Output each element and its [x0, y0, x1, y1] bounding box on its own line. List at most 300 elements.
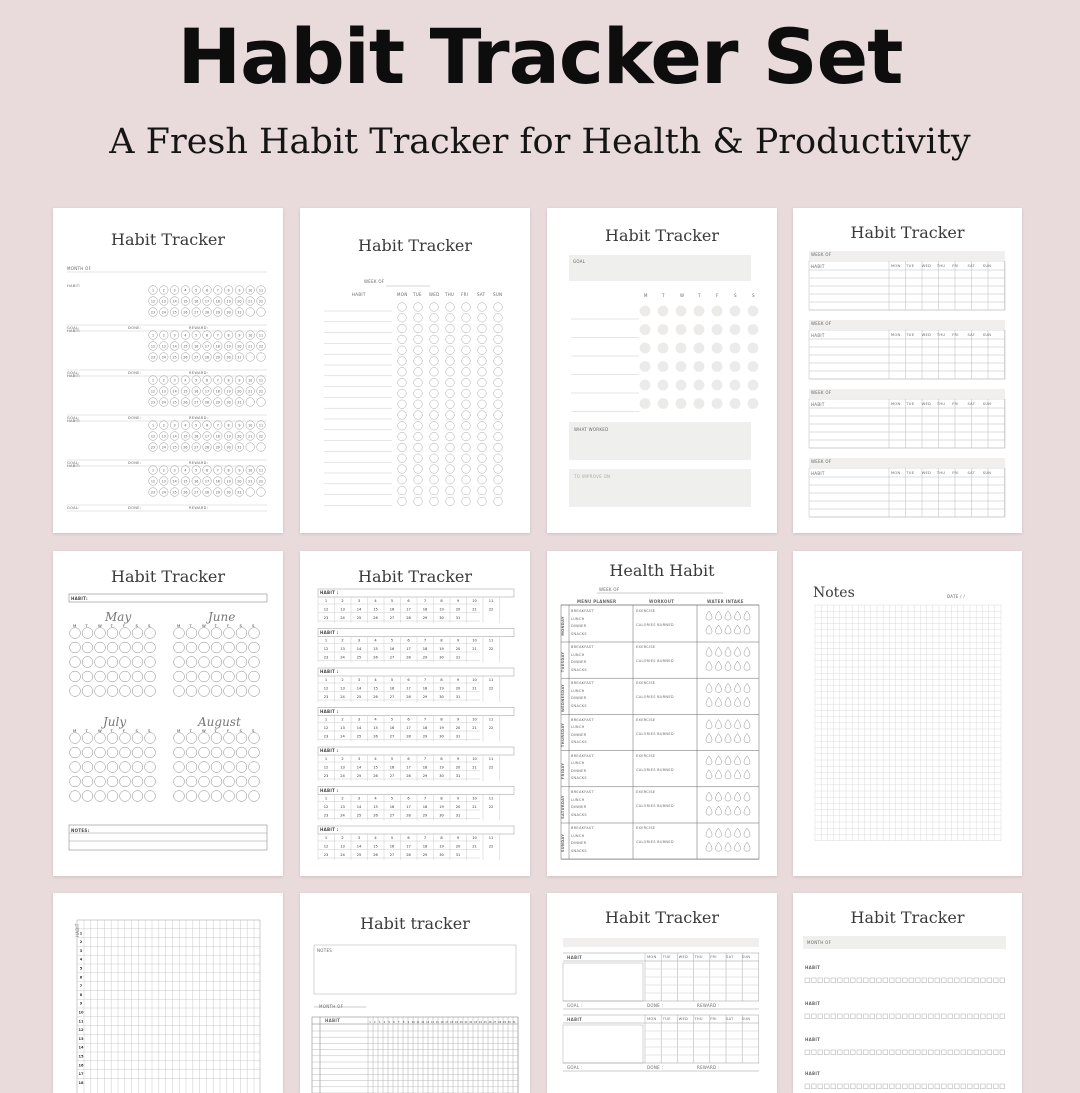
svg-text:12: 12 — [150, 479, 156, 484]
reward-label: REWARD: — [189, 506, 209, 510]
calories-label: CALORIES BURNED — [636, 623, 674, 627]
svg-text:24: 24 — [340, 695, 345, 699]
date-label: DATE / / — [947, 594, 966, 599]
svg-text:25: 25 — [483, 1021, 487, 1024]
reward-label: REWARD: — [189, 371, 209, 375]
svg-text:16: 16 — [389, 607, 395, 612]
svg-text:24: 24 — [161, 490, 166, 495]
day-letter: F — [123, 623, 126, 628]
svg-text:29: 29 — [215, 310, 220, 315]
day-label: MON — [891, 402, 901, 406]
day-letter: S — [135, 728, 139, 733]
svg-text:31: 31 — [237, 310, 242, 315]
svg-text:21: 21 — [464, 1021, 468, 1024]
svg-text:1: 1 — [324, 717, 328, 722]
svg-text:16: 16 — [194, 434, 199, 439]
week-label: WEEK OF — [811, 459, 832, 464]
svg-text:13: 13 — [426, 1021, 430, 1024]
goal-label: GOAL — [573, 259, 586, 264]
svg-text:22: 22 — [488, 607, 494, 612]
svg-text:18: 18 — [422, 726, 428, 730]
svg-text:31: 31 — [237, 445, 242, 450]
svg-text:26: 26 — [183, 310, 188, 315]
svg-text:11: 11 — [488, 678, 494, 682]
svg-text:19: 19 — [226, 344, 231, 349]
svg-text:20: 20 — [455, 765, 461, 770]
calories-label: CALORIES BURNED — [636, 731, 674, 736]
svg-text:2: 2 — [341, 836, 344, 840]
svg-text:22: 22 — [488, 686, 494, 691]
meal-label: BREAKFAST — [571, 826, 594, 831]
day-label: THU — [694, 955, 703, 959]
svg-text:22: 22 — [488, 765, 494, 770]
svg-text:5: 5 — [390, 836, 394, 840]
svg-text:8: 8 — [227, 423, 230, 428]
svg-text:29: 29 — [215, 445, 220, 450]
meal-label: SNACKS — [571, 776, 587, 781]
goal-label: GOAL: — [67, 326, 80, 330]
day-label: THU — [936, 402, 946, 406]
svg-text:28: 28 — [406, 695, 411, 699]
svg-text:9: 9 — [456, 717, 460, 722]
tracker-page-6 — [300, 551, 530, 876]
svg-text:22: 22 — [258, 389, 264, 394]
day-label: MON — [397, 292, 408, 297]
svg-text:14: 14 — [356, 607, 362, 612]
svg-text:6: 6 — [407, 757, 410, 761]
svg-text:7: 7 — [216, 378, 219, 383]
meal-label: LUNCH — [571, 761, 585, 766]
svg-text:19: 19 — [439, 805, 444, 809]
svg-text:11: 11 — [258, 378, 264, 383]
svg-text:18: 18 — [215, 299, 220, 304]
goal-label: GOAL: — [67, 506, 80, 510]
svg-text:8: 8 — [440, 638, 443, 643]
svg-text:4: 4 — [383, 1021, 386, 1024]
page-title: Habit Tracker Set — [177, 12, 903, 101]
svg-text:29: 29 — [422, 734, 428, 739]
svg-text:18: 18 — [422, 765, 428, 770]
svg-text:9: 9 — [456, 638, 460, 643]
svg-text:7: 7 — [216, 423, 219, 428]
svg-text:10: 10 — [472, 599, 477, 603]
day-label: WED — [921, 471, 932, 475]
day-label: MON — [647, 955, 657, 959]
svg-text:6: 6 — [205, 423, 209, 428]
day-letter: T — [214, 623, 218, 628]
svg-text:3: 3 — [79, 948, 83, 953]
day-letter: S — [148, 623, 151, 628]
svg-text:14: 14 — [356, 686, 362, 691]
day-label: WED — [921, 333, 932, 337]
svg-text:6: 6 — [205, 468, 209, 473]
svg-text:12: 12 — [323, 647, 329, 651]
svg-text:5: 5 — [195, 378, 198, 383]
week-label: WEEK OF — [811, 252, 832, 257]
habit-label: HABIT: — [67, 284, 81, 288]
svg-text:6: 6 — [407, 638, 410, 643]
svg-text:22: 22 — [469, 1021, 473, 1024]
svg-text:18: 18 — [422, 607, 428, 612]
svg-text:16: 16 — [389, 686, 395, 691]
svg-text:10: 10 — [78, 1010, 84, 1015]
svg-text:2: 2 — [162, 333, 165, 338]
svg-text:26: 26 — [183, 400, 188, 405]
day-label: THURSDAY — [561, 722, 565, 747]
habit-label: HABIT — [567, 955, 583, 960]
day-label: MON — [647, 1017, 657, 1021]
svg-text:15: 15 — [183, 344, 188, 349]
month-june: June — [208, 610, 236, 624]
svg-text:8: 8 — [440, 836, 443, 840]
svg-text:8: 8 — [440, 599, 443, 603]
svg-text:1: 1 — [151, 423, 155, 428]
svg-text:21: 21 — [472, 686, 477, 691]
day-letter: W — [98, 623, 103, 628]
habit-label: HABIT: — [67, 419, 81, 423]
svg-text:7: 7 — [216, 333, 219, 338]
svg-text:20: 20 — [455, 686, 461, 691]
svg-text:8: 8 — [227, 378, 230, 383]
day-label: TUE — [906, 402, 915, 406]
svg-text:21: 21 — [472, 726, 477, 730]
svg-text:9: 9 — [456, 757, 460, 761]
done-label: DONE: — [128, 506, 142, 510]
svg-text:2: 2 — [341, 678, 344, 682]
svg-text:10: 10 — [248, 423, 253, 428]
svg-text:3: 3 — [173, 288, 176, 293]
svg-text:2: 2 — [162, 378, 165, 383]
svg-text:10: 10 — [472, 757, 477, 761]
svg-text:19: 19 — [226, 434, 231, 439]
day-label: FRI — [710, 955, 717, 959]
svg-text:29: 29 — [215, 490, 220, 495]
day-label: WED — [429, 292, 440, 297]
svg-text:26: 26 — [183, 355, 188, 360]
day-letter: M — [177, 623, 181, 628]
svg-text:6: 6 — [205, 288, 209, 293]
svg-text:23: 23 — [323, 813, 329, 818]
svg-text:27: 27 — [194, 490, 199, 495]
meal-label: LUNCH — [571, 797, 585, 802]
svg-text:17: 17 — [406, 805, 411, 809]
svg-text:24: 24 — [340, 616, 345, 620]
tracker-page-9 — [53, 893, 283, 1093]
svg-text:7: 7 — [423, 836, 427, 840]
svg-text:13: 13 — [340, 844, 345, 849]
svg-text:12: 12 — [150, 299, 156, 304]
day-label: WED — [921, 264, 932, 268]
svg-text:6: 6 — [79, 975, 83, 980]
svg-text:10: 10 — [248, 378, 253, 383]
svg-text:20: 20 — [237, 299, 242, 304]
svg-text:19: 19 — [439, 765, 444, 770]
svg-text:2: 2 — [341, 599, 344, 603]
day-label: WEDNESDAY — [561, 684, 565, 713]
menu-label: MENU PLANNER — [577, 599, 617, 604]
svg-text:5: 5 — [390, 638, 394, 643]
svg-text:10: 10 — [472, 717, 477, 722]
habit-label: HABIT — [805, 1071, 821, 1076]
goal-label: GOAL: — [67, 416, 80, 420]
svg-text:25: 25 — [356, 853, 362, 857]
habit-label: HABIT : — [320, 669, 339, 674]
svg-text:25: 25 — [172, 310, 177, 315]
svg-text:12: 12 — [323, 726, 329, 730]
svg-text:11: 11 — [416, 1021, 420, 1024]
done-label: DONE: — [128, 326, 142, 330]
reward-label: REWARD : — [697, 1003, 720, 1008]
calories-label: CALORIES BURNED — [636, 659, 674, 664]
svg-text:14: 14 — [430, 1021, 434, 1024]
habit-label: HABIT : — [320, 748, 339, 753]
svg-text:29: 29 — [422, 774, 428, 778]
svg-text:23: 23 — [150, 400, 156, 405]
day-letter: W — [202, 728, 207, 733]
svg-text:18: 18 — [450, 1021, 454, 1024]
svg-text:19: 19 — [439, 647, 444, 651]
svg-text:28: 28 — [204, 490, 210, 495]
day-label: THU — [694, 1017, 703, 1021]
svg-text:5: 5 — [195, 288, 198, 293]
svg-text:28: 28 — [406, 813, 411, 818]
day-letter: T — [85, 623, 89, 628]
svg-text:7: 7 — [423, 678, 427, 682]
svg-text:27: 27 — [389, 774, 395, 778]
day-label: SUN — [493, 292, 503, 297]
svg-text:25: 25 — [172, 355, 177, 360]
svg-text:6: 6 — [407, 796, 410, 801]
svg-text:13: 13 — [161, 434, 166, 439]
svg-text:6: 6 — [407, 836, 410, 840]
svg-text:3: 3 — [357, 678, 361, 682]
svg-text:30: 30 — [439, 774, 444, 778]
exercise-label: EXERCISE — [636, 753, 656, 758]
svg-text:6: 6 — [205, 378, 209, 383]
svg-text:18: 18 — [422, 844, 428, 849]
calories-label: CALORIES BURNED — [636, 695, 674, 700]
svg-text:12: 12 — [323, 765, 329, 770]
habit-label: HABIT — [811, 333, 825, 338]
svg-text:18: 18 — [422, 686, 428, 691]
svg-text:9: 9 — [238, 423, 241, 428]
svg-text:2: 2 — [162, 423, 165, 428]
svg-text:5: 5 — [195, 468, 198, 473]
svg-text:31: 31 — [455, 734, 461, 739]
day-label: TUE — [906, 471, 915, 475]
svg-text:16: 16 — [389, 647, 395, 651]
svg-text:9: 9 — [238, 468, 241, 473]
svg-text:1: 1 — [324, 599, 328, 603]
svg-text:17: 17 — [204, 389, 210, 394]
svg-text:22: 22 — [488, 647, 494, 651]
tracker-page-10 — [300, 893, 530, 1093]
week-label: WEEK OF — [364, 279, 385, 284]
month-august: August — [198, 715, 241, 729]
svg-text:23: 23 — [150, 490, 156, 495]
svg-text:12: 12 — [78, 1028, 84, 1033]
svg-text:10: 10 — [472, 678, 477, 682]
day-label: FRI — [952, 402, 959, 406]
svg-text:3: 3 — [357, 757, 361, 761]
svg-text:21: 21 — [472, 607, 477, 612]
svg-text:27: 27 — [389, 655, 395, 660]
svg-text:14: 14 — [172, 434, 177, 439]
svg-text:26: 26 — [373, 734, 378, 739]
day-letter: T — [110, 623, 114, 628]
day-label: TUE — [413, 292, 422, 297]
week-label: WEEK OF — [599, 587, 620, 592]
exercise-label: EXERCISE — [636, 717, 656, 722]
exercise-label: EXERCISE — [636, 826, 656, 831]
svg-text:30: 30 — [226, 355, 231, 360]
meal-label: LUNCH — [571, 833, 585, 838]
svg-text:27: 27 — [389, 813, 395, 818]
svg-text:5: 5 — [195, 333, 198, 338]
svg-text:17: 17 — [406, 686, 411, 691]
day-label: TUE — [906, 333, 915, 337]
svg-text:22: 22 — [488, 726, 494, 730]
tracker-page-4 — [793, 208, 1022, 533]
svg-text:13: 13 — [161, 299, 166, 304]
svg-text:25: 25 — [172, 400, 177, 405]
svg-text:12: 12 — [323, 844, 329, 849]
svg-text:13: 13 — [78, 1036, 84, 1041]
svg-text:9: 9 — [407, 1021, 410, 1024]
svg-text:27: 27 — [389, 853, 395, 857]
svg-text:30: 30 — [439, 813, 444, 818]
tracker-page-2 — [300, 208, 530, 533]
svg-text:12: 12 — [150, 434, 156, 439]
svg-text:16: 16 — [389, 726, 395, 730]
meal-label: SNACKS — [571, 848, 587, 853]
svg-text:23: 23 — [474, 1021, 478, 1024]
reward-label: REWARD: — [189, 326, 209, 330]
svg-text:6: 6 — [407, 599, 410, 603]
svg-text:3: 3 — [378, 1021, 381, 1024]
svg-text:29: 29 — [215, 355, 220, 360]
svg-text:4: 4 — [184, 333, 187, 338]
day-letter: S — [239, 728, 243, 733]
tracker-page-3 — [547, 208, 777, 533]
svg-text:9: 9 — [238, 288, 241, 293]
day-letter: T — [110, 728, 114, 733]
svg-text:7: 7 — [423, 717, 427, 722]
svg-text:1: 1 — [324, 836, 328, 840]
svg-text:8: 8 — [227, 288, 230, 293]
svg-text:30: 30 — [226, 400, 231, 405]
tracker-page-7 — [547, 551, 777, 876]
svg-text:11: 11 — [258, 288, 264, 293]
svg-text:30: 30 — [439, 616, 444, 620]
monthly-grid — [300, 893, 530, 1093]
svg-text:25: 25 — [356, 655, 362, 660]
svg-text:24: 24 — [161, 310, 166, 315]
svg-text:3: 3 — [173, 423, 176, 428]
day-letter: T — [662, 293, 665, 298]
meal-label: SNACKS — [571, 812, 587, 817]
svg-text:29: 29 — [422, 853, 428, 857]
svg-text:14: 14 — [356, 647, 362, 651]
svg-text:5: 5 — [79, 966, 83, 971]
done-label: DONE: — [128, 416, 142, 420]
svg-text:14: 14 — [356, 844, 362, 849]
day-label: SAT — [967, 264, 976, 268]
svg-text:1: 1 — [151, 333, 155, 338]
svg-text:2: 2 — [341, 796, 344, 801]
week-tables — [547, 893, 777, 1093]
day-label: TUE — [906, 264, 915, 268]
svg-text:7: 7 — [423, 757, 427, 761]
day-label: SUN — [741, 955, 751, 959]
svg-text:26: 26 — [183, 490, 188, 495]
svg-text:11: 11 — [488, 638, 494, 643]
svg-text:9: 9 — [456, 678, 460, 682]
card-title: Habit Tracker — [850, 223, 965, 242]
svg-text:4: 4 — [374, 599, 377, 603]
svg-text:28: 28 — [204, 310, 210, 315]
svg-text:29: 29 — [422, 695, 428, 699]
svg-text:22: 22 — [258, 434, 264, 439]
svg-text:20: 20 — [237, 389, 242, 394]
svg-text:3: 3 — [173, 468, 176, 473]
svg-text:15: 15 — [373, 726, 378, 730]
svg-text:19: 19 — [439, 607, 444, 612]
svg-text:16: 16 — [389, 765, 395, 770]
habit-label: HABIT : — [320, 787, 339, 793]
svg-text:3: 3 — [357, 717, 361, 722]
day-label: SUN — [982, 471, 992, 475]
exercise-label: EXERCISE — [636, 681, 656, 686]
svg-text:22: 22 — [258, 299, 264, 304]
day-letter: T — [698, 293, 701, 298]
day-letter: T — [85, 728, 89, 733]
svg-text:31: 31 — [455, 655, 461, 660]
svg-text:12: 12 — [150, 344, 156, 349]
card-title: Notes — [813, 585, 855, 601]
svg-text:1: 1 — [369, 1021, 371, 1024]
day-letter: F — [227, 623, 230, 628]
svg-text:8: 8 — [440, 717, 443, 722]
svg-text:24: 24 — [340, 813, 345, 818]
water-label: WATER INTAKE — [707, 599, 744, 604]
svg-text:21: 21 — [248, 389, 253, 394]
svg-text:31: 31 — [512, 1021, 516, 1024]
svg-text:6: 6 — [205, 333, 209, 338]
svg-text:8: 8 — [440, 796, 443, 801]
svg-text:19: 19 — [454, 1021, 458, 1024]
day-label: THU — [936, 471, 946, 475]
svg-text:17: 17 — [406, 765, 411, 770]
svg-text:15: 15 — [373, 686, 378, 691]
day-label: MON — [891, 264, 901, 268]
svg-text:17: 17 — [78, 1072, 84, 1077]
day-letter: W — [98, 728, 103, 733]
svg-text:11: 11 — [488, 717, 494, 722]
svg-text:8: 8 — [440, 757, 443, 761]
svg-text:4: 4 — [374, 836, 377, 840]
svg-text:2: 2 — [374, 1021, 376, 1024]
svg-text:31: 31 — [237, 355, 242, 360]
notes-label: NOTES: — [71, 828, 90, 833]
svg-text:15: 15 — [373, 647, 378, 651]
svg-text:13: 13 — [161, 389, 166, 394]
svg-text:21: 21 — [472, 844, 477, 849]
habit-label: HABIT — [805, 965, 821, 970]
svg-text:21: 21 — [248, 344, 253, 349]
day-label: THU — [936, 264, 946, 268]
svg-text:28: 28 — [406, 655, 411, 660]
